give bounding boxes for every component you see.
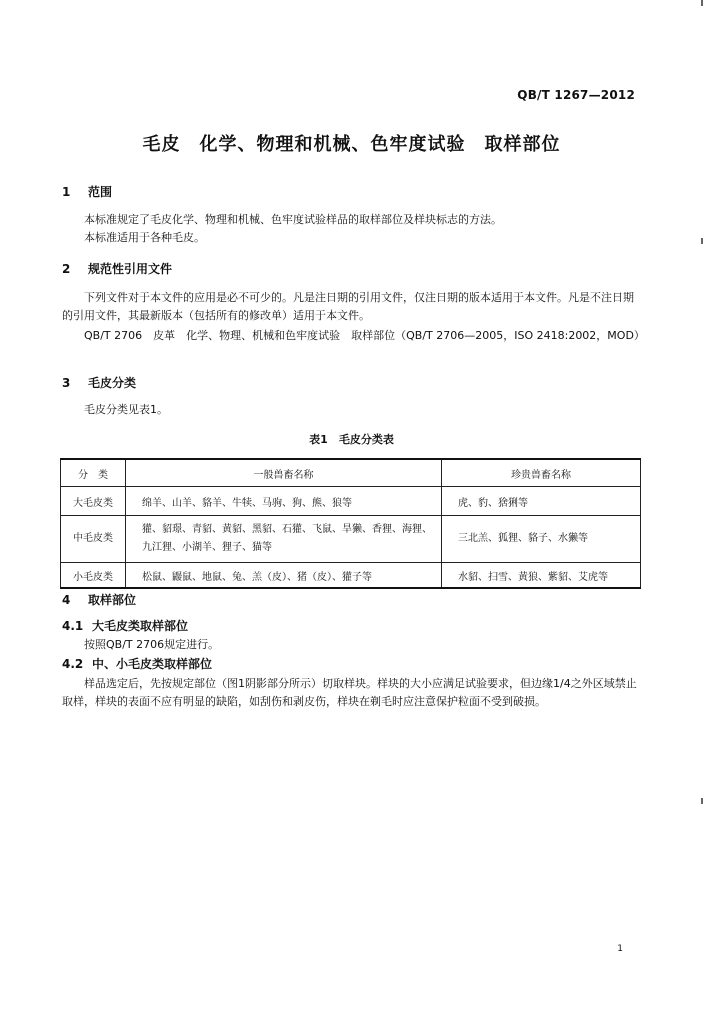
section-number: 4 (62, 593, 71, 607)
section-4-1-paragraph: 按照QB/T 2706规定进行。 (84, 638, 220, 651)
section-title: 取样部位 (88, 593, 137, 607)
section-4-2-paragraph: 样品选定后，先按规定部位（图1阴影部分所示）切取样块。样块的大小应满足试验要求，但边缘1/4之外区域禁止取样，样块的表面不应有明显的缺陷，如刮伤和剥皮伤，样块在剃毛时应注意保护粒面不受到破损。 (62, 677, 637, 708)
category-cell: 大毛皮类 (61, 487, 126, 516)
section-2-paragraph-1: 下列文件对于本文件的应用是必不可少的。凡是注日期的引用文件，仅注日期的版本适用于本文件。凡是不注日期的引用文件，其最新版本（包括所有的修改单）适用于本文件。 (62, 291, 634, 322)
section-4-2-heading (62, 655, 212, 672)
document-title: 毛皮 化学、物理和机械、色牢度试验 取样部位 (142, 134, 561, 155)
table-caption: 表1 毛皮分类表 (309, 433, 394, 446)
section-title: 大毛皮类取样部位 (92, 619, 189, 633)
common-animals-cell: 松鼠、鼹鼠、地鼠、兔、羔（皮）、猪（皮）、獾子等 (126, 563, 442, 589)
section-number: 2 (62, 262, 71, 276)
section-number: 4.2 (62, 657, 84, 671)
table-row (61, 516, 641, 563)
common-animals-cell: 獾、貂璟、青貂、黄貂、黑貂、石獾、飞鼠、旱獭、香狸、海狸、九江狸、小湖羊、狸子、猫等 (126, 516, 442, 563)
section-title: 毛皮分类 (88, 376, 137, 390)
rare-animals-cell: 三北羔、狐狸、貉子、水獭等 (442, 516, 641, 563)
section-2-paragraph-2: QB/T 2706 皮革 化学、物理、机械和色牢度试验 取样部位（QB/T 2706—2005，ISO 2418:2002，MOD） (84, 329, 645, 342)
rare-animals-cell: 水貂、扫雪、黄狼、紫貂、艾虎等 (442, 563, 641, 589)
table-row (61, 487, 641, 516)
section-1-heading (62, 183, 112, 200)
section-3-heading (62, 374, 136, 391)
fur-classification-table (60, 458, 641, 589)
section-1-paragraph-2: 本标准适用于各种毛皮。 (84, 231, 205, 244)
section-4-heading (62, 591, 136, 608)
section-number: 3 (62, 376, 71, 390)
section-title: 范围 (88, 185, 113, 199)
table-header-row (61, 459, 641, 487)
section-4-1-heading (62, 617, 188, 634)
table-row (61, 563, 641, 589)
section-1-paragraph-1: 本标准规定了毛皮化学、物理和机械、色牢度试验样品的取样部位及样块标志的方法。 (84, 213, 502, 226)
column-header: 分 类 (61, 459, 126, 487)
column-header: 珍贵兽畜名称 (442, 459, 641, 487)
section-number: 4.1 (62, 619, 84, 633)
page-number: 1 (617, 944, 623, 954)
column-header: 一般兽畜名称 (126, 459, 442, 487)
section-title: 规范性引用文件 (88, 262, 173, 276)
category-cell: 小毛皮类 (61, 563, 126, 589)
section-3-paragraph-1: 毛皮分类见表1。 (84, 403, 168, 416)
rare-animals-cell: 虎、豹、猞猁等 (442, 487, 641, 516)
section-2-heading (62, 260, 172, 277)
standard-code: QB/T 1267—2012 (517, 88, 635, 102)
section-title: 中、小毛皮类取样部位 (92, 657, 213, 671)
common-animals-cell: 绵羊、山羊、貉羊、牛犊、马驹、狗、熊、狼等 (126, 487, 442, 516)
section-number: 1 (62, 185, 71, 199)
category-cell: 中毛皮类 (61, 516, 126, 563)
